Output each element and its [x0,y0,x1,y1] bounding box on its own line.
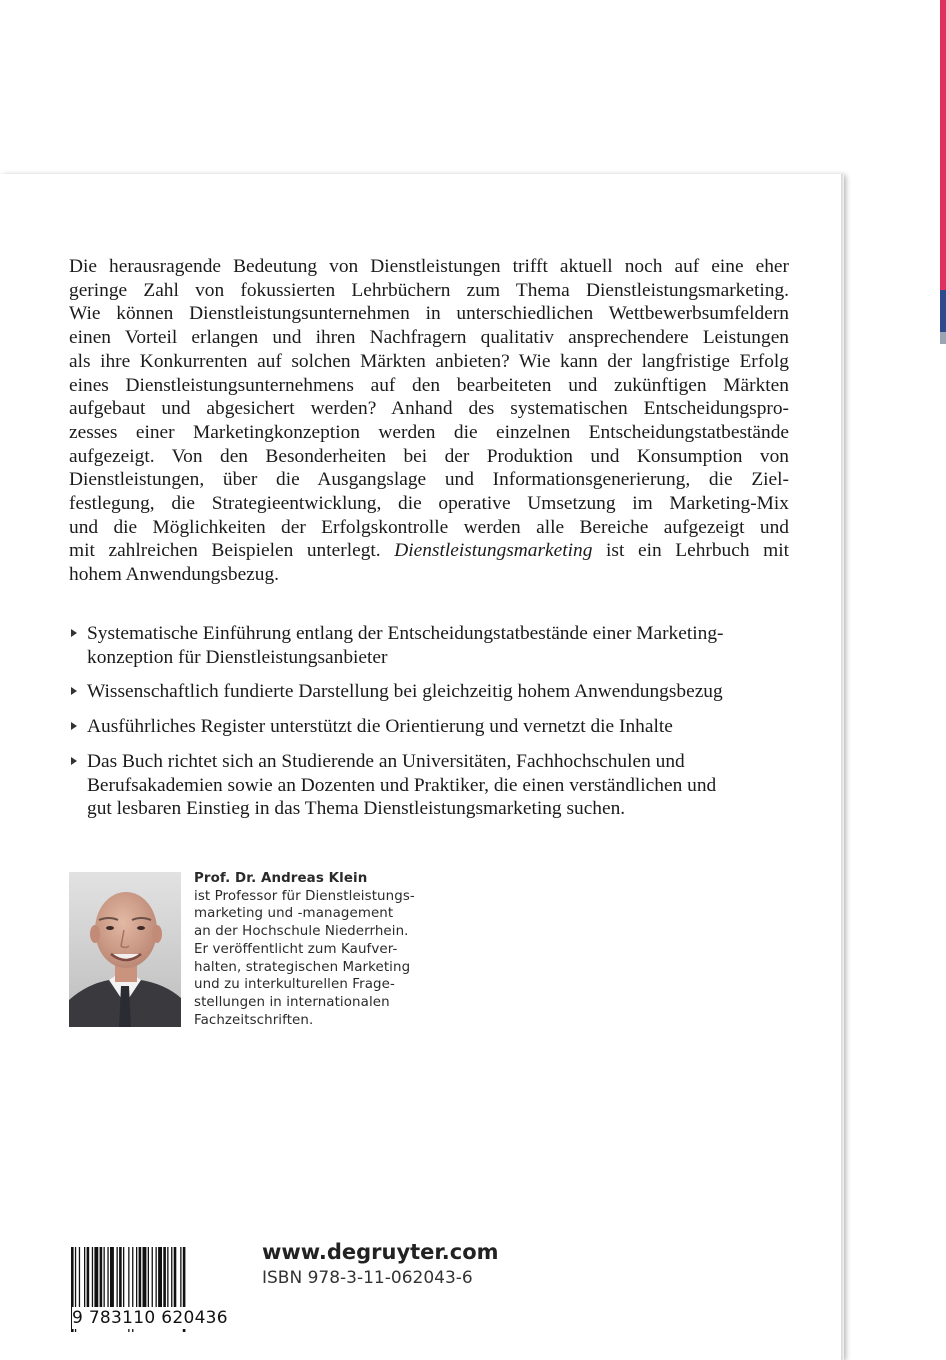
blurb-line: einen Vorteil erlangen und ihren Nachfragern qualitativ ansprechendere Leistungen [69,327,789,349]
blurb-line: und die Möglichkeiten der Erfolgskontrolle werden alle Bereiche aufgezeigt und [69,516,789,538]
blurb-line: zesses einer Marketingkonzeption werden die einzelnen Entscheidungstatbestände [69,421,789,443]
blurb-line: Dienstleistungen, über die Ausgangslage und Informationsgenerierung, die Ziel- [69,469,789,491]
barcode-bar [87,1247,90,1309]
barcode-bar [156,1247,157,1309]
barcode-bar [104,1247,105,1309]
author-bio-line: stellungen in internationalen [194,994,390,1010]
barcode-bar [143,1247,147,1309]
blurb-line: aufgezeigt. Von den Besonderheiten bei der Produktion und Konsumption von [69,445,789,467]
accent-stripe-blue [940,290,946,332]
barcode-bar [163,1247,166,1309]
barcode-bar [158,1247,162,1309]
barcode-bar [174,1247,177,1309]
barcode-bar [94,1247,98,1309]
blurb-line: Die herausragende Bedeutung von Dienstleistungen trifft aktuell noch auf eine eher [69,256,789,277]
author-photo [69,872,181,1027]
cover-edge [841,174,844,1360]
barcode-bar [136,1247,137,1309]
barcode-bar [119,1247,122,1309]
barcode-bar [107,1247,108,1309]
author-bio-line: ist Professor für Dienstleistungs- [194,888,415,904]
feature-line: gut lesbaren Einstieg in das Thema Dienstleistungsmarketing suchen. [87,798,626,820]
feature-list [69,622,789,821]
blurb-paragraph [69,255,789,587]
feature-line: Ausführliches Register unterstützt die Orientierung und vernetzt die Inhalte [87,716,673,738]
triangle-bullet-icon [71,687,77,695]
feature-item [69,715,789,739]
blurb-line: Wie können Dienstleistungsunternehmen in unterschiedlichen Wettbewerbsumfeldern [69,303,789,325]
blurb-line: hohem Anwendungsbezug. [69,564,280,586]
blurb-line: eines Dienstleistungsunternehmens auf den bearbeiteten und zukünftigen Märkten [69,374,789,396]
author-portrait-image [69,872,181,1027]
feature-line: Wissenschaftlich fundierte Darstellung bei gleichzeitig hohem Anwendungsbezug [87,681,723,703]
author-bio-line: marketing und -management [194,906,394,922]
barcode-bar [117,1247,118,1309]
blurb-line: als ihre Konkurrenten auf solchen Märkten anbieten? Wie kann der langfristige Erfolg [69,350,789,372]
barcode-bar [123,1247,124,1309]
feature-item [69,750,789,821]
triangle-bullet-icon [71,629,77,637]
barcode-bar [180,1247,181,1309]
feature-item [69,680,789,704]
triangle-bullet-icon [71,722,77,730]
publisher-url[interactable]: www.degruyter.com [262,1240,499,1264]
author-bio [194,870,434,1029]
barcode-bar [139,1247,142,1309]
barcode-bar [167,1247,168,1309]
blurb-line: festlegung, die Strategieentwicklung, die operative Umsetzung im Marketing-Mix [69,493,789,515]
author-bio-line: an der Hochschule Niederrhein. [194,924,409,940]
author-name: Prof. Dr. Andreas Klein [194,871,368,886]
barcode-bar [100,1247,103,1309]
accent-stripe-pink [940,0,946,290]
feature-line: Das Buch richtet sich an Studierende an Universitäten, Fachhochschulen und [87,750,685,772]
barcode-bar [110,1247,114,1309]
blurb-line: geringe Zahl von fokussierten Lehrbüchern zum Thema Dienstleistungsmarketing. [69,279,789,301]
blurb-text: mit zahlreichen Beispielen unterlegt. [69,540,395,562]
feature-item [69,622,789,669]
feature-line: Systematische Einführung entlang der Entscheidungstatbestände einer Marketing- [87,623,724,644]
barcode-bar [152,1247,153,1309]
barcode-digits: 9 783110 620436 [72,1307,236,1329]
blurb-line: aufgebaut und abgesichert werden? Anhand des systematischen Entscheidungspro- [69,398,789,420]
author-bio-line: und zu interkulturellen Frage- [194,977,395,993]
barcode-bar [171,1247,172,1309]
author-bio-line: halten, strategischen Marketing [194,959,411,975]
barcode-bar [84,1247,85,1309]
book-title: Dienstleistungsmarketing [394,540,593,562]
blurb-text: ist ein Lehrbuch mit [592,540,789,562]
feature-line: Berufsakademien sowie an Dozenten und Praktiker, die einen verständlichen und [87,774,717,796]
barcode-bar [79,1247,80,1309]
blurb-line [69,539,789,563]
feature-line: konzeption für Dienstleistungsanbieter [87,646,388,668]
barcode-bar [92,1247,93,1309]
author-bio-line: Fachzeitschriften. [194,1012,314,1028]
triangle-bullet-icon [71,757,77,765]
barcode-bar [148,1247,149,1309]
isbn-number: ISBN 978-3-11-062043-6 [262,1268,473,1288]
accent-stripe-grey [940,332,946,344]
author-bio-line: Er veröffentlicht zum Kaufver- [194,941,398,957]
